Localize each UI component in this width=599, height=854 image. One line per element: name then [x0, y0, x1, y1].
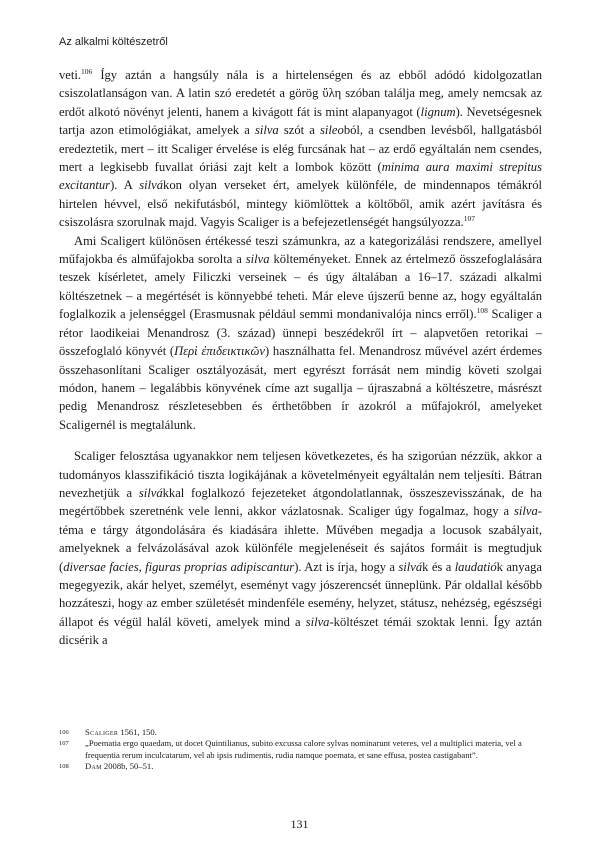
- text-run: k és a: [422, 559, 455, 574]
- italic-term: silva: [305, 614, 330, 629]
- italic-term: sileo: [320, 123, 344, 138]
- text-run: ból, a csendben levésből, hallgatásból eredeztetik, mert – itt Scaliger érvelése is elég furcsának hat – az erdő egyáltalán nem csendes, mert a legkisebb fuvallat óriási zajt kelt a lombok között (: [59, 123, 542, 175]
- footnote-number: 107: [59, 740, 69, 748]
- page-number: 131: [290, 817, 309, 831]
- paragraph-1: [59, 66, 542, 232]
- footnote-ref-107: 107: [463, 214, 475, 224]
- italic-term: silva: [254, 123, 279, 138]
- footnote-author: Scaliger: [85, 727, 119, 737]
- italic-term: silvá: [398, 559, 423, 574]
- footnote-ref-106: 106: [81, 66, 93, 76]
- text-run: ). Nevetségesnek tartja azon etimológiákat, amelyek a: [59, 104, 542, 138]
- footnote-107: [59, 738, 542, 761]
- footnotes: [59, 727, 542, 773]
- footnote-text: 2008b, 50–51.: [101, 761, 154, 772]
- text-run: veti.: [59, 68, 82, 82]
- footnote-number: 106: [59, 729, 69, 736]
- text-run: k anyaga megegyezik, akár helyet, személyt, eseményt vagy jószerencsét ünneplünk. Pár oldallal később hozzáteszi, hogy az ember születését mindenféle esemény, helyzet, státusz, nehézség, egészségi állapot és végül halál követi, amelyek mind a: [59, 559, 543, 629]
- footnote-text: „Poematia ergo quaedam, ut docet Quintilianus, subito excussa calore sylvas nominarunt veteres, vel a multiplici materia, vel a frequentia rerum inculcatarum, vel ab ipsis rudimentis, rudia namque poemata, et sane effusa, postea castigabant”.: [85, 738, 522, 760]
- text-run: ). A: [110, 178, 140, 193]
- text-run: ) használhatta fel. Menandrosz művével azért érdemes összehasonlítani Scaliger osztályozását, mert egyrészt forrását nem mindig követi szolgai módon, hanem – legalábbis könyvének címe azt sugallja – újraszabná a költészetre, másrészt pedig Menandrosz részletesebben és érthetőbben ír azokról a műfajokról, amelyeket Scaligernél is megtalálunk.: [59, 344, 542, 432]
- body-text: [59, 66, 542, 650]
- footnote-106: [59, 727, 542, 738]
- italic-term: silva: [514, 504, 538, 519]
- italic-term: laudatió: [454, 559, 497, 574]
- italic-title: Περὶ ἐπιδεικτικῶν: [174, 344, 266, 359]
- paragraph-3: [59, 447, 542, 649]
- text-run: Scaliger a rétor laodikeiai Menandrosz (3. század) ünnepi beszédekről írt – alapvetően retorikai – összefoglaló könyvét (: [59, 307, 542, 359]
- italic-term: silvá: [139, 178, 164, 193]
- running-head: Az alkalmi költészetről: [59, 36, 168, 48]
- italic-quote: minima aura maximi strepitus excitantur: [59, 160, 542, 193]
- italic-term: silvá: [138, 485, 163, 500]
- paragraph-2: [59, 232, 542, 434]
- text-run: kkal foglalkozó fejezeteket átgondolatlannak, összeszevisszának, de ha megértőbbek szeretnénk vele lenni, akkor vázlatosnak. Scaliger úgy fogalmaz, hogy a: [59, 485, 542, 519]
- text-run: szót a: [278, 123, 321, 138]
- footnote-author: Dam: [85, 761, 102, 772]
- italic-term: lignum: [420, 104, 456, 119]
- italic-term: silva: [245, 252, 270, 267]
- footnote-number: 108: [59, 763, 69, 771]
- text-run: ). Azt is írja, hogy a: [294, 559, 399, 574]
- text-run: Ami Scaligert különösen értékessé teszi számunkra, az a kategorizálási rendszere, amellyel műfajokba és alműfajokba sorolta a: [59, 233, 542, 267]
- footnote-108: [59, 761, 542, 772]
- text-run: -költészet témái szoktak lenni. Így aztán dicsérik a: [59, 614, 543, 648]
- text-run: -téma e tárgy átgondolására és kiadására ihlette. Művében megadja a locusok szabályait, amelyeknek a felvázolásával azok különféle megjelenéseit és sajátos formáit is megtudjuk (: [59, 504, 542, 574]
- text-run: Így aztán a hangsúly nála is a hirtelenségen és az ebből adódó kidolgozatlan csiszolatlanságon van. A latin szó eredetét a görög ὕλη szóban találja meg, amely nemcsak az erdőt alkotó növényt jelenti, hanem a kivágott fát is mint alapanyagot (: [59, 68, 542, 119]
- italic-quote: diversae facies, figuras proprias adipiscantur: [63, 559, 295, 574]
- text-run: kon olyan verseket ért, amelyek különféle, de mindennapos témákról hirtelen hévvel, első nekifutásból, mintegy kiömlöttek a költőből, amik azért javításra és csiszolásra szorulnak majd. Vagyis Scaliger is a befejezetlenségét hangsúlyozza.: [59, 178, 542, 230]
- text-run: költeményeket. Ennek az értelmező összefoglalására teszek kísérletet, amely Filiczki verseinek – és úgy általában a 16–17. századi alkalmi költészetnek – a megértését is könnyebbé teheti. Már eleve újszerű benne az, hogy egyáltalán foglalkozik a jelenséggel (Erasmusnak például semmi mondanivalója nincs erről).: [59, 252, 542, 322]
- footnote-ref-108: 108: [476, 306, 488, 316]
- footnote-text: 1561, 150.: [118, 727, 157, 737]
- text-run: Scaliger felosztása ugyanakkor nem teljesen következetes, és ha szigorúan nézzük, akkor a tudományos klasszifikáció tiszta logikájának a követelményeit egyáltalán nem teljesíti. Bátran nevezhetjük a: [59, 449, 542, 500]
